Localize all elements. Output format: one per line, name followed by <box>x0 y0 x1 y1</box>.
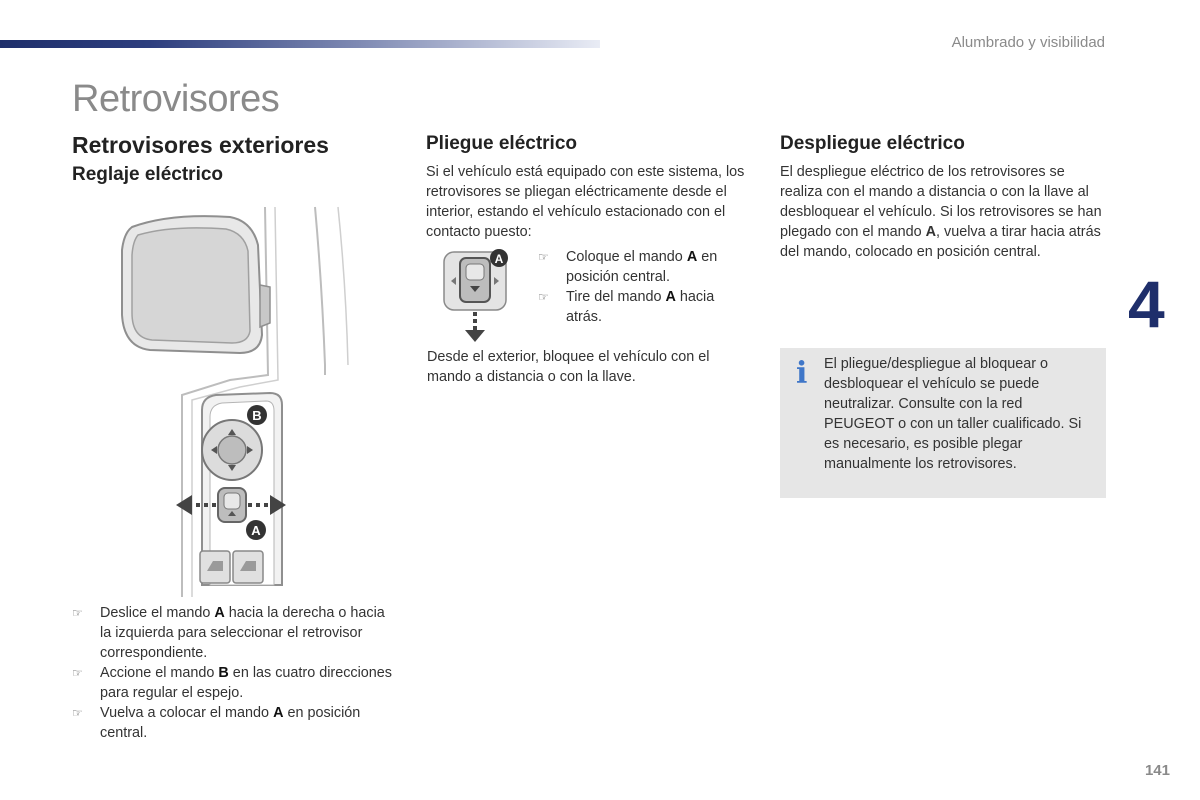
pliegue-outro: Desde el exterior, bloquee el vehículo con el mando a distancia o con la llave. <box>427 349 710 385</box>
pointing-hand-icon: ☞ <box>538 290 549 304</box>
despliegue-text: El despliegue eléctrico de los retrovisores se realiza con el mando a distancia o con la llave al desbloquear el vehículo. Si los retrovisores se han plegado con el mando A, vuelva a tirar hacia atrás del mando, colocado en posición central. <box>780 164 1102 260</box>
page-title: Retrovisores <box>72 78 280 120</box>
header-gradient-bar <box>0 40 600 48</box>
info-icon: i <box>796 356 808 391</box>
info-box <box>780 348 1106 498</box>
label-b: B <box>252 408 262 423</box>
column-despliegue <box>780 132 1106 262</box>
label-a: A <box>494 252 504 266</box>
chapter-number: 4 <box>1128 267 1165 341</box>
pointing-hand-icon: ☞ <box>72 706 83 720</box>
heading-despliegue-electrico: Despliegue eléctrico <box>780 133 965 154</box>
mirror-control-illustration <box>110 205 360 597</box>
list-item: ☞ Vuelva a colocar el mando A en posición central. <box>72 705 361 741</box>
reglaje-bullets <box>72 603 392 743</box>
subheading-reglaje-electrico: Reglaje eléctrico <box>72 164 224 185</box>
list-item: ☞ Deslice el mando A hacia la derecha o hacia la izquierda para seleccionar el retrovisor correspondiente. <box>72 605 385 661</box>
list-item: ☞ Coloque el mando A en posición central. <box>538 249 718 285</box>
info-text: El pliegue/despliegue al bloquear o desbloquear el vehículo se puede neutralizar. Consulte con la red PEUGEOT o con un taller cualificado. Si es necesario, es posible plegar manualmente los retrovisores. <box>824 356 1082 472</box>
list-item: ☞ Accione el mando B en las cuatro direcciones para regular el espejo. <box>72 665 392 701</box>
pointing-hand-icon: ☞ <box>72 666 83 680</box>
pliegue-bullets <box>538 247 738 327</box>
pointing-hand-icon: ☞ <box>538 250 549 264</box>
fold-control-illustration <box>440 248 512 344</box>
column-pliegue <box>426 132 756 242</box>
list-item: ☞ Tire del mando A hacia atrás. <box>538 289 715 325</box>
pointing-hand-icon: ☞ <box>72 606 83 620</box>
heading-retrovisores-exteriores: Retrovisores exteriores <box>72 132 329 158</box>
heading-pliegue-electrico: Pliegue eléctrico <box>426 133 578 154</box>
label-a: A <box>251 523 261 538</box>
section-label: Alumbrado y visibilidad <box>951 34 1105 51</box>
page-number: 141 <box>1144 762 1170 779</box>
pliegue-intro: Si el vehículo está equipado con este sistema, los retrovisores se pliegan eléctricamente desde el interior, estando el vehículo estacionado con el contacto puesto: <box>426 164 745 240</box>
column-reglaje <box>72 130 392 188</box>
